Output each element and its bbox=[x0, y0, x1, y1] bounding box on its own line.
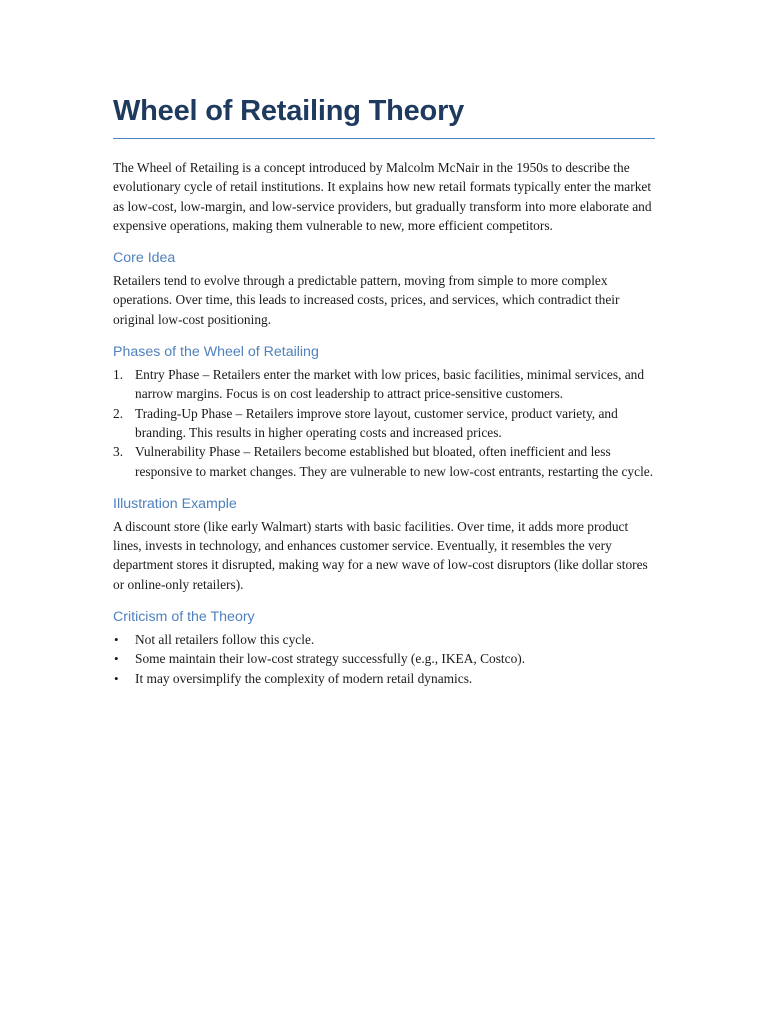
intro-paragraph: The Wheel of Retailing is a concept introduced by Malcolm McNair in the 1950s to describe the evolutionary cycle of retail institutions. It explains how new retail formats typically enter the market as low-cost, low-margin, and low-service providers, but gradually transform into more elaborate and expensive operations, making them vulnerable to new, more efficient competitors. bbox=[113, 160, 652, 233]
list-item-text: Some maintain their low-cost strategy successfully (e.g., IKEA, Costco). bbox=[135, 651, 526, 667]
list-item-text: Not all retailers follow this cycle. bbox=[135, 632, 315, 648]
bullet-icon: • bbox=[114, 651, 119, 667]
phases-heading: Phases of the Wheel of Retailing bbox=[113, 344, 319, 361]
list-number: 1. bbox=[113, 367, 124, 383]
criticism-heading: Criticism of the Theory bbox=[113, 609, 255, 626]
list-item bbox=[113, 669, 655, 688]
document-page bbox=[113, 92, 655, 688]
core-idea-paragraph: Retailers tend to evolve through a predictable pattern, moving from simple to more complex operations. Over time, this leads to increased costs, prices, and services, which contradict their original low-cost positioning. bbox=[113, 273, 620, 327]
core-idea-heading: Core Idea bbox=[113, 250, 176, 267]
phases-list bbox=[113, 365, 655, 481]
list-item bbox=[113, 404, 655, 443]
list-item bbox=[113, 365, 655, 404]
list-item-text: It may oversimplify the complexity of modern retail dynamics. bbox=[135, 670, 473, 686]
list-item bbox=[113, 442, 655, 481]
list-item-text: Vulnerability Phase – Retailers become established but bloated, often inefficient and less responsive to market changes. They are vulnerable to new low-cost entrants, restarting the cycle. bbox=[135, 444, 654, 479]
illustration-paragraph: A discount store (like early Walmart) starts with basic facilities. Over time, it adds more product lines, invests in technology, and enhances customer service. Eventually, it resembles the very department stores it disrupted, making way for a new wave of low-cost disruptors (like dollar stores or online-only retailers). bbox=[113, 518, 648, 592]
document-title: Wheel of Retailing Theory bbox=[113, 92, 655, 139]
list-item bbox=[113, 649, 655, 668]
list-item-text: Trading-Up Phase – Retailers improve store layout, customer service, product variety, and branding. This results in higher operating costs and increased prices. bbox=[135, 405, 618, 440]
illustration-heading: Illustration Example bbox=[113, 495, 237, 512]
bullet-icon: • bbox=[114, 670, 119, 686]
bullet-icon: • bbox=[114, 632, 119, 648]
list-number: 3. bbox=[113, 444, 124, 460]
criticism-list bbox=[113, 630, 655, 688]
list-item-text: Entry Phase – Retailers enter the market with low prices, basic facilities, minimal services, and narrow margins. Focus is on cost leadership to attract price-sensitive customers. bbox=[135, 367, 645, 402]
list-item bbox=[113, 630, 655, 649]
list-number: 2. bbox=[113, 405, 124, 421]
